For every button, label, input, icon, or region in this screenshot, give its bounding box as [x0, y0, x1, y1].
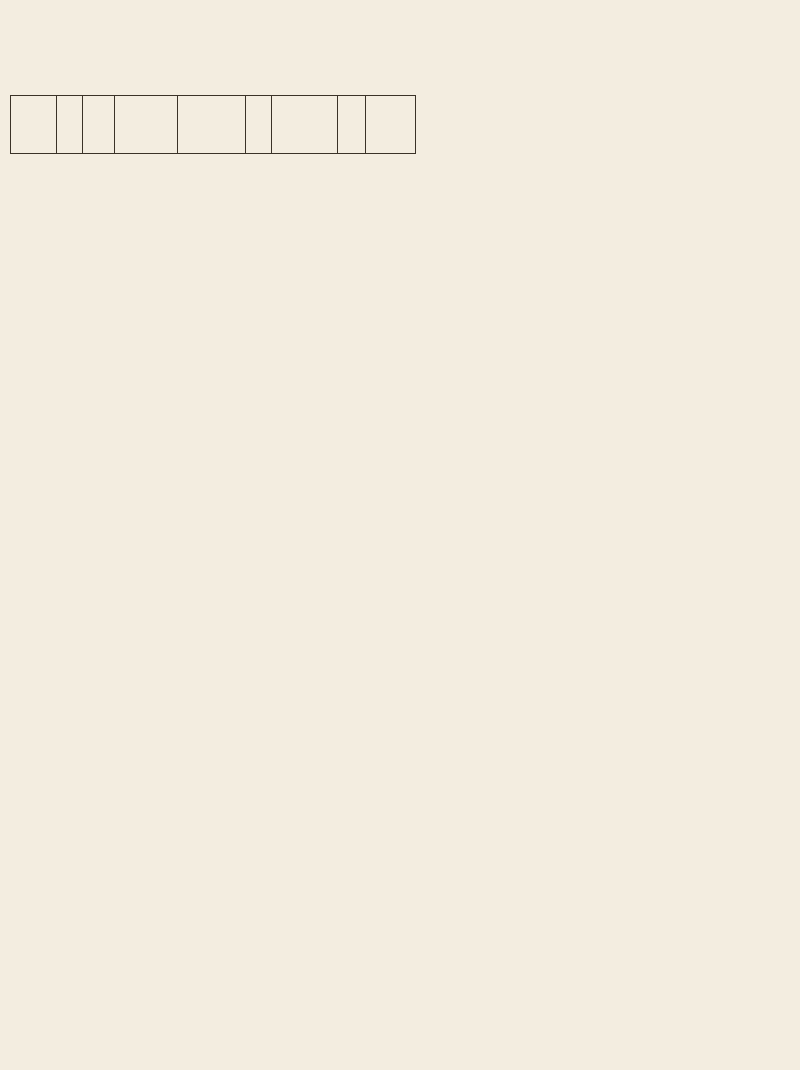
header-moon-age [246, 96, 272, 154]
header-hours [57, 96, 83, 154]
header-winds [272, 96, 338, 154]
weather-log-table [10, 95, 416, 154]
header-rain [338, 96, 366, 154]
header-latitude [115, 96, 178, 154]
header-date [11, 96, 57, 154]
header-thermometer [83, 96, 115, 154]
header-appearances [366, 96, 416, 154]
header-longitude [178, 96, 246, 154]
